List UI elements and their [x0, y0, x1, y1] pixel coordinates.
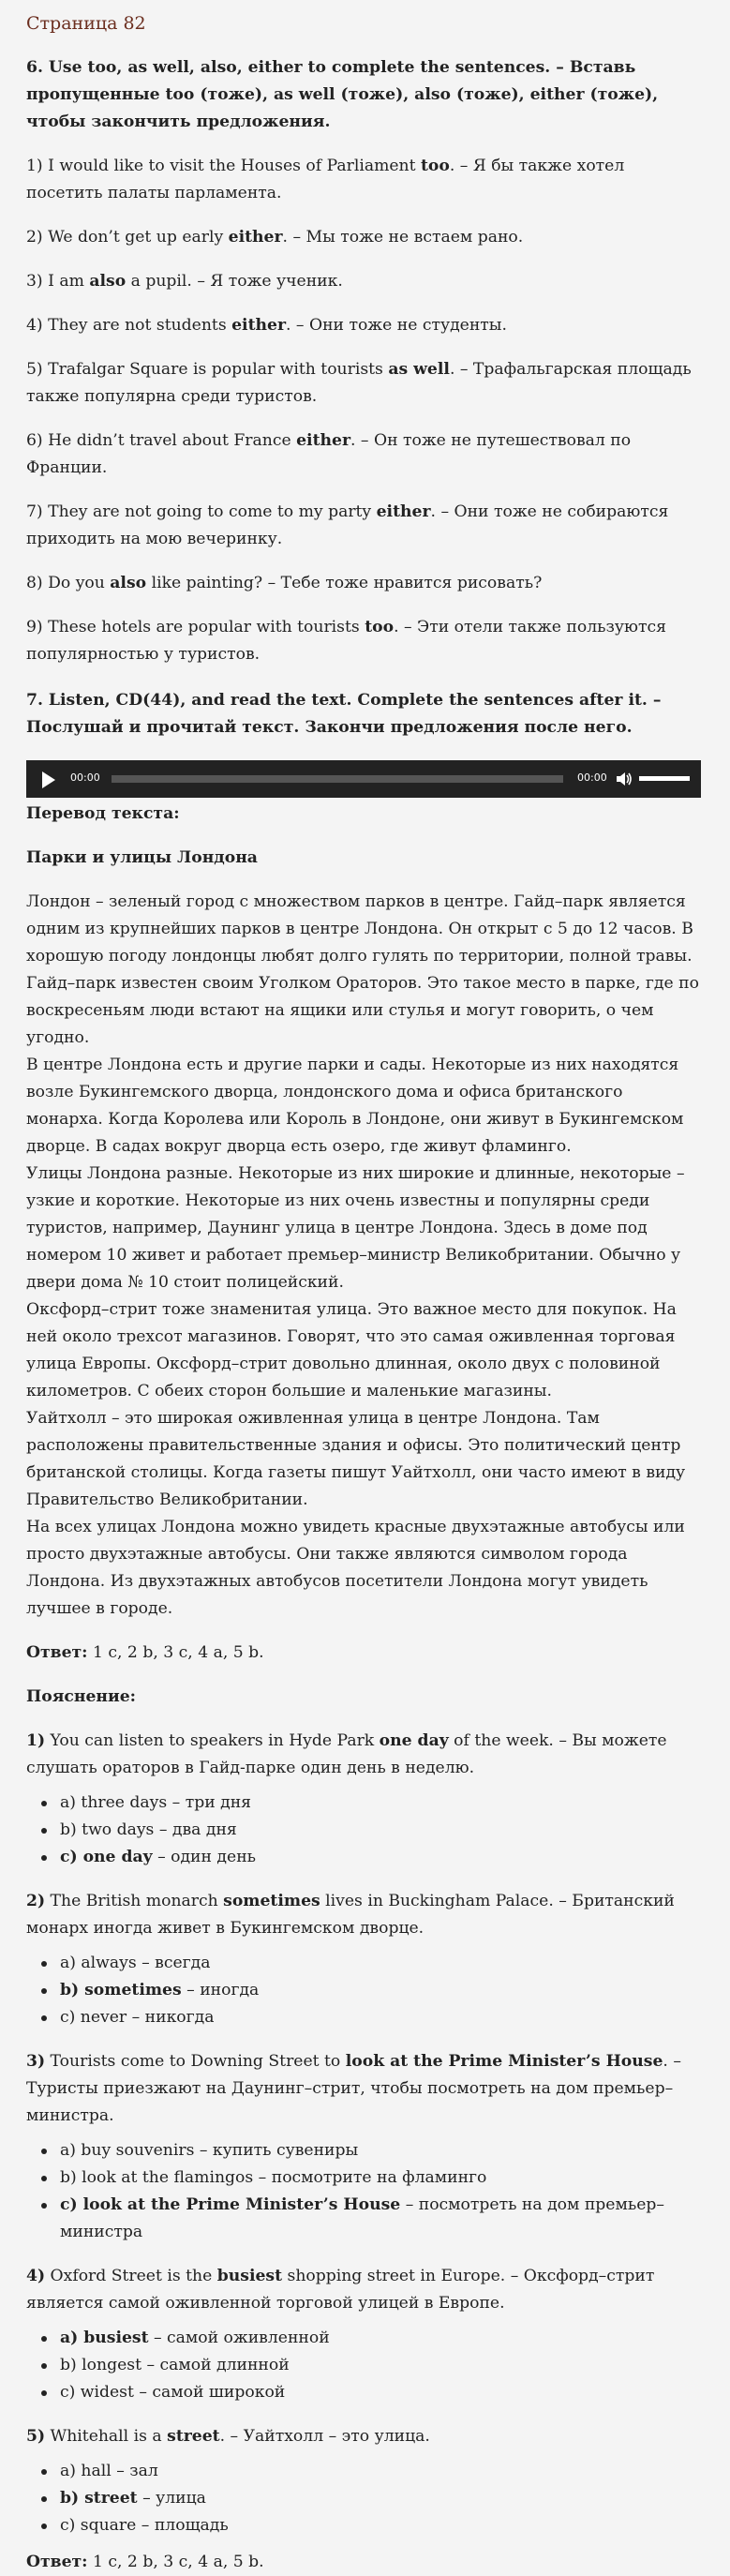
content: [26, 54, 701, 2576]
exercise-6-heading: 6. Use too, as well, also, either to complete the sentences. – Вставь пропущенные too (тоже), as well (тоже), also (тоже), either (тоже), чтобы закончить предложения.: [26, 58, 659, 131]
option-bold: a) busiest: [60, 2329, 149, 2347]
question-answer: sometimes: [223, 1892, 320, 1910]
question: [26, 2048, 701, 2130]
item-answer: either: [231, 316, 286, 335]
question-number: 3): [26, 2052, 46, 2071]
option-text: – один день: [152, 1848, 257, 1866]
item-translation: . – Мы тоже не встаем рано.: [282, 228, 524, 247]
option-list: [26, 2325, 701, 2406]
option-item: [60, 1817, 701, 1844]
item-translation: . – Они тоже не студенты.: [286, 316, 507, 335]
option-text: a) three days – три дня: [60, 1793, 252, 1812]
exercise-6-item: [26, 312, 701, 339]
option-item: [60, 2164, 701, 2192]
volume-icon[interactable]: [616, 771, 633, 787]
translation-label: Перевод текста:: [26, 804, 180, 823]
text-title: Парки и улицы Лондона: [26, 848, 258, 867]
exercise-6-item: [26, 356, 701, 411]
item-translation: . – Трафальгарская площадь также популярна среди туристов.: [26, 360, 692, 406]
question-number: 1): [26, 1731, 46, 1750]
option-bold: b) sometimes: [60, 1981, 182, 1999]
question-text: Oxford Street is the: [45, 2267, 217, 2285]
item-translation: . – Они тоже не собираются приходить на мою вечеринку.: [26, 502, 669, 548]
exercise-6-item: [26, 499, 701, 553]
play-icon[interactable]: [42, 771, 55, 788]
option-item: [60, 1950, 701, 1977]
translation-text: [26, 889, 701, 1623]
item-text: 6) He didn’t travel about France: [26, 431, 297, 450]
option-list: [26, 1790, 701, 1871]
item-text: 3) I am: [26, 272, 90, 291]
option-text: b) two days – два дня: [60, 1820, 237, 1839]
final-answer-line: [26, 2549, 701, 2576]
item-text: 5) Trafalgar Square is popular with tourists: [26, 360, 389, 379]
item-answer: too: [365, 618, 395, 637]
item-translation: a pupil. – Я тоже ученик.: [126, 272, 343, 291]
option-list: [26, 2137, 701, 2246]
item-answer: either: [376, 502, 431, 521]
question-answer: look at the Prime Minister’s House: [345, 2052, 663, 2071]
item-answer: as well: [388, 360, 450, 379]
option-text: a) always – всегда: [60, 1954, 211, 1972]
answer-label: Ответ:: [26, 1643, 88, 1662]
item-answer: either: [296, 431, 350, 450]
exercise-6-item: [26, 268, 701, 295]
item-text: 2) We don’t get up early: [26, 228, 229, 247]
option-item: [60, 1844, 701, 1871]
translation-paragraph: Улицы Лондона разные. Некоторые из них широкие и длинные, некоторые – узкие и короткие. Некоторые из них очень известны и популярны среди туристов, например, Даунинг улица в центре Лондона. Здесь в доме под номером 10 живет и работает премьер–министр Великобритании. Обычно у двери дома № 10 стоит полицейский.: [26, 1164, 685, 1292]
question-answer: one day: [379, 1731, 449, 1750]
option-item: [60, 2512, 701, 2539]
translation-paragraph: Лондон – зеленый город с множеством парков в центре. Гайд–парк является одним из крупнейших парков в центре Лондона. Он открыт с 5 до 12 часов. В хорошую погоду лондонцы любят долго гулять по территории, полной травы. Гайд–парк известен своим Уголком Ораторов. Это такое место в парке, где по воскресеньям люди встают на ящики или стулья и могут говорить, о чем угодно.: [26, 892, 699, 1047]
exercise-7-heading: 7. Listen, CD(44), and read the text. Complete the sentences after it. – Послушай и прочитай текст. Закончи предложения после него.: [26, 691, 662, 737]
audio-duration: 00:00: [577, 771, 607, 784]
item-text: 1) I would like to visit the Houses of Parliament: [26, 157, 421, 175]
question-text: The British monarch: [45, 1892, 224, 1910]
option-item: [60, 2352, 701, 2379]
exercise-6-item: [26, 153, 701, 207]
option-text: a) buy souvenirs – купить сувениры: [60, 2141, 359, 2160]
question-translation: lives in Buckingham Palace. – Британский монарх иногда живет в Букингемском дворце.: [26, 1892, 675, 1938]
exercise-6-item: [26, 224, 701, 251]
question: [26, 1728, 701, 1782]
option-item: [60, 2004, 701, 2031]
item-text: 4) They are not students: [26, 316, 232, 335]
question: [26, 2423, 701, 2450]
item-text: 7) They are not going to come to my party: [26, 502, 377, 521]
question-number: 4): [26, 2267, 46, 2285]
audio-current-time: 00:00: [70, 771, 100, 784]
question-text: Whitehall is a: [45, 2427, 168, 2446]
option-item: [60, 1790, 701, 1817]
exercise-6-item: [26, 614, 701, 668]
exercise-6-items: [26, 153, 701, 668]
answer-line: [26, 1640, 701, 1667]
option-item: [60, 1977, 701, 2004]
item-answer: either: [228, 228, 283, 247]
question-text: You can listen to speakers in Hyde Park: [45, 1731, 380, 1750]
exercise-6-item: [26, 427, 701, 482]
questions: [26, 1728, 701, 2539]
option-text: – иногда: [181, 1981, 260, 1999]
question-answer: busiest: [216, 2267, 283, 2285]
option-bold: c) look at the Prime Minister’s House: [60, 2195, 401, 2214]
final-answer-label: Ответ:: [26, 2553, 88, 2571]
item-text: 9) These hotels are popular with tourists: [26, 618, 365, 637]
item-text: 8) Do you: [26, 574, 111, 592]
question-number: 5): [26, 2427, 46, 2446]
translation-paragraph: В центре Лондона есть и другие парки и сады. Некоторые из них находятся возле Букингемского дворца, лондонского дома и офиса британского монарха. Когда Королева или Король в Лондоне, они живут в Букингемском дворце. В садах вокруг дворца есть озеро, где живут фламинго.: [26, 1056, 684, 1156]
answer-value: 1 c, 2 b, 3 c, 4 a, 5 b.: [87, 1643, 264, 1662]
item-answer: also: [110, 574, 147, 592]
question-answer: street: [167, 2427, 220, 2446]
option-text: – посмотреть на дом премьер–министра: [60, 2195, 664, 2241]
item-answer: also: [89, 272, 127, 291]
final-answer-value: 1 c, 2 b, 3 c, 4 a, 5 b.: [87, 2553, 264, 2571]
translation-paragraph: На всех улицах Лондона можно увидеть красные двухэтажные автобусы или просто двухэтажные автобусы. Они также являются символом города Лондона. Из двухэтажных автобусов посетители Лондона могут увидеть лучшее в городе.: [26, 1518, 685, 1618]
question: [26, 1888, 701, 1942]
option-bold: b) street: [60, 2489, 138, 2508]
option-item: [60, 2379, 701, 2406]
item-translation: . – Эти отели также пользуются популярностью у туристов.: [26, 618, 666, 664]
question: [26, 2263, 701, 2317]
option-text: – самой оживленной: [148, 2329, 330, 2347]
item-translation: . – Он тоже не путешествовал по Франции.: [26, 431, 632, 477]
option-text: c) square – площадь: [60, 2516, 229, 2535]
option-item: [60, 2325, 701, 2352]
question-translation: shopping street in Europe. – Оксфорд–стрит является самой оживленной торговой улицей в Европе.: [26, 2267, 655, 2313]
question-translation: . – Уайтхолл – это улица.: [219, 2427, 430, 2446]
audio-player[interactable]: [26, 760, 701, 798]
question-translation: of the week. – Вы можете слушать ораторов в Гайд-парке один день в неделю.: [26, 1731, 667, 1777]
volume-slider[interactable]: [639, 776, 690, 781]
option-text: c) widest – самой широкой: [60, 2383, 286, 2402]
option-item: [60, 2192, 701, 2246]
option-item: [60, 2458, 701, 2485]
option-text: b) look at the flamingos – посмотрите на фламинго: [60, 2168, 487, 2187]
option-text: – улица: [137, 2489, 206, 2508]
page-number: Страница 82: [26, 13, 146, 34]
option-text: c) never – никогда: [60, 2008, 215, 2027]
question-number: 2): [26, 1892, 46, 1910]
option-list: [26, 1950, 701, 2031]
option-text: a) hall – зал: [60, 2462, 158, 2480]
item-translation: like painting? – Тебе тоже нравится рисовать?: [146, 574, 543, 592]
question-translation: . – Туристы приезжают на Даунинг–стрит, чтобы посмотреть на дом премьер–министра.: [26, 2052, 681, 2125]
exercise-6-item: [26, 570, 701, 597]
translation-paragraph: Уайтхолл – это широкая оживленная улица в центре Лондона. Там расположены правительственные здания и офисы. Это политический центр британской столицы. Когда газеты пишут Уайтхолл, они часто имеют в виду Правительство Великобритании.: [26, 1409, 686, 1509]
option-text: b) longest – самой длинной: [60, 2356, 290, 2374]
audio-progress-bar[interactable]: [112, 775, 563, 783]
translation-paragraph: Оксфорд–стрит тоже знаменитая улица. Это важное место для покупок. На ней около трехсот магазинов. Говорят, что это самая оживленная торговая улица Европы. Оксфорд–стрит довольно длинная, около двух с половиной километров. С обеих сторон большие и маленькие магазины.: [26, 1300, 677, 1400]
question-text: Tourists come to Downing Street to: [45, 2052, 346, 2071]
explanation-label: Пояснение:: [26, 1687, 136, 1706]
option-bold: c) one day: [60, 1848, 153, 1866]
option-item: [60, 2137, 701, 2164]
item-translation: . – Я бы также хотел посетить палаты парламента.: [26, 157, 625, 202]
item-answer: too: [420, 157, 450, 175]
